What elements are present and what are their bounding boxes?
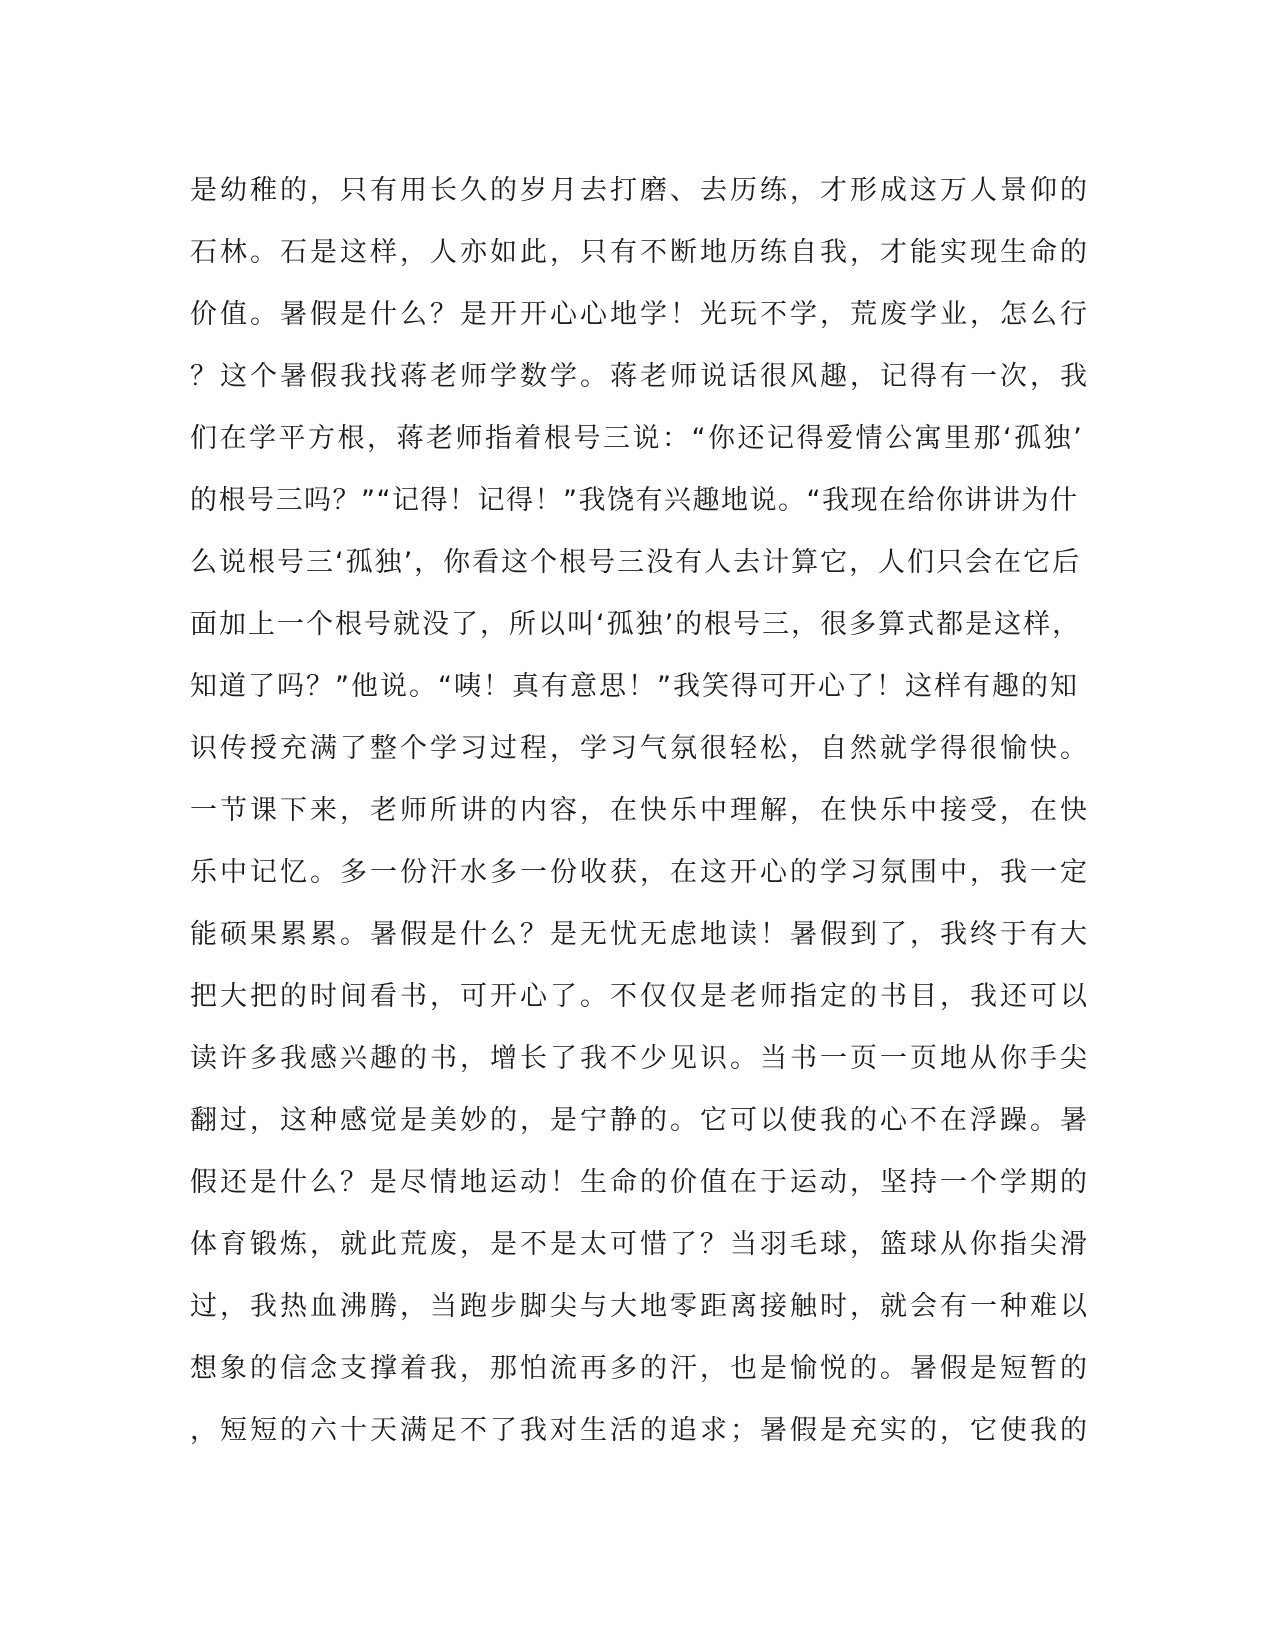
text-line: 把大把的时间看书，可开心了。不仅仅是老师指定的书目，我还可以	[190, 981, 1090, 1012]
body-text	[190, 160, 1090, 1462]
text-line: 假还是什么？是尽情地运动！生命的价值在于运动，坚持一个学期的	[190, 1167, 1090, 1198]
text-line: 么说根号三‘孤独’，你看这个根号三没有人去计算它，人们只会在它后	[190, 547, 1082, 578]
text-line: 想象的信念支撑着我，那怕流再多的汗，也是愉悦的。暑假是短暂的	[190, 1353, 1090, 1384]
text-line: ？这个暑假我找蒋老师学数学。蒋老师说话很风趣，记得有一次，我	[190, 361, 1090, 392]
text-line: 能硕果累累。暑假是什么？是无忧无虑地读！暑假到了，我终于有大	[190, 919, 1090, 950]
text-line: 石林。石是这样，人亦如此，只有不断地历练自我，才能实现生命的	[190, 237, 1090, 268]
text-line: 体育锻炼，就此荒废，是不是太可惜了？当羽毛球，篮球从你指尖滑	[190, 1229, 1090, 1260]
text-line: 过，我热血沸腾，当跑步脚尖与大地零距离接触时，就会有一种难以	[190, 1291, 1090, 1322]
text-line: 价值。暑假是什么？是开开心心地学！光玩不学，荒废学业，怎么行	[190, 299, 1090, 330]
text-line: 面加上一个根号就没了，所以叫‘孤独’的根号三，很多算式都是这样，	[190, 609, 1082, 640]
text-line: 是幼稚的，只有用长久的岁月去打磨、去历练，才形成这万人景仰的	[190, 175, 1090, 206]
text-line: 识传授充满了整个学习过程，学习气氛很轻松，自然就学得很愉快。	[190, 733, 1090, 764]
text-line: 乐中记忆。多一份汗水多一份收获，在这开心的学习氛围中，我一定	[190, 857, 1090, 888]
text-line: 读许多我感兴趣的书，增长了我不少见识。当书一页一页地从你手尖	[190, 1043, 1090, 1074]
text-line: ，短短的六十天满足不了我对生活的追求；暑假是充实的，它使我的	[190, 1415, 1090, 1446]
text-line: 们在学平方根，蒋老师指着根号三说：“你还记得爱情公寓里那‘孤独’	[190, 423, 1085, 454]
text-line: 一节课下来，老师所讲的内容，在快乐中理解，在快乐中接受，在快	[190, 795, 1090, 826]
text-line: 翻过，这种感觉是美妙的，是宁静的。它可以使我的心不在浮躁。暑	[190, 1105, 1090, 1136]
text-line: 的根号三吗？”“记得！记得！”我饶有兴趣地说。“我现在给你讲讲为什	[190, 485, 1079, 516]
text-line: 知道了吗？”他说。“咦！真有意思！”我笑得可开心了！这样有趣的知	[190, 671, 1079, 702]
